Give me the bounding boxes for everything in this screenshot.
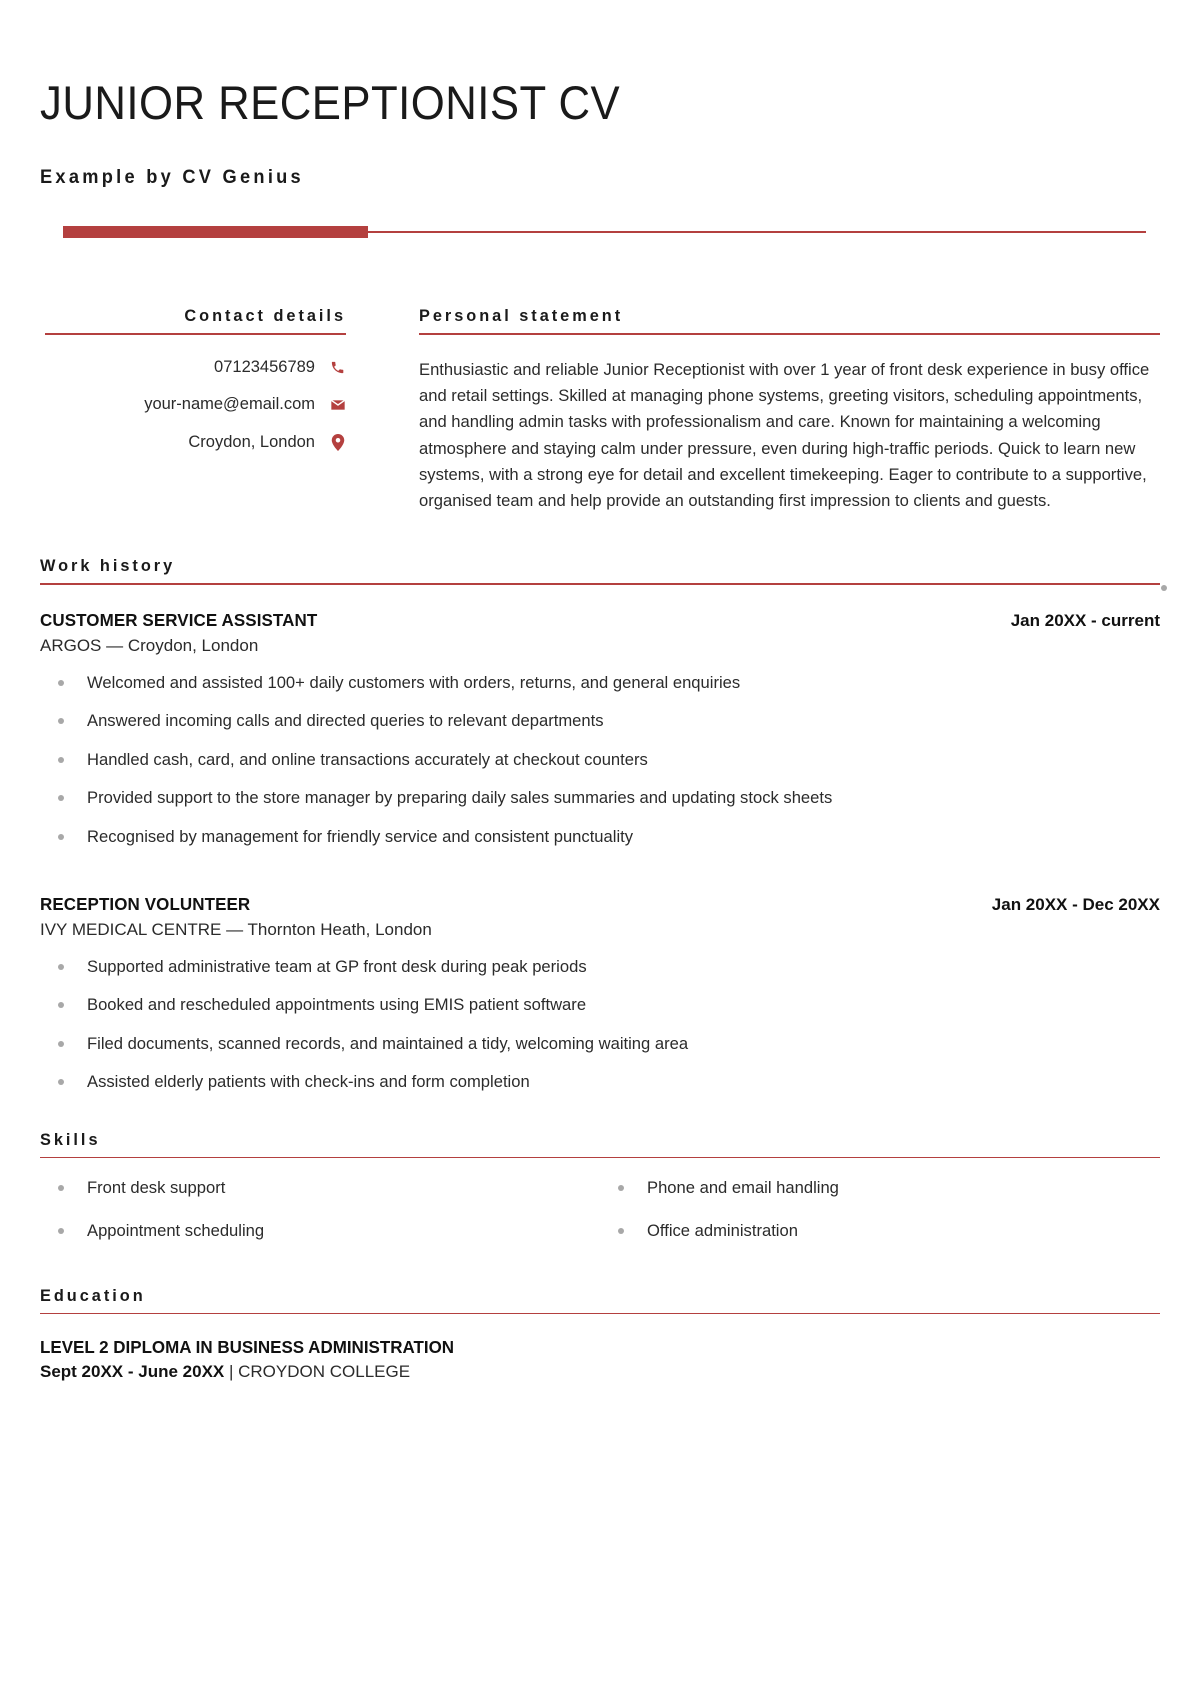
skills-grid: [40, 1177, 1160, 1262]
list-item: Welcomed and assisted 100+ daily customers with orders, returns, and general enquiries: [40, 672, 1160, 694]
job-entry: [40, 610, 1160, 848]
job-header: [40, 894, 1160, 915]
job-bullet-list: [40, 672, 1160, 848]
education-section: [40, 1286, 1160, 1383]
job-header: [40, 610, 1160, 631]
list-item: Office administration: [600, 1220, 1160, 1242]
skills-heading: Skills: [40, 1129, 101, 1149]
job-dates: Jan 20XX - current: [1010, 610, 1160, 630]
job-entry: [40, 894, 1160, 1093]
page-title: JUNIOR RECEPTIONIST CV: [40, 76, 621, 129]
list-item: Provided support to the store manager by preparing daily sales summaries and updating stock sheets: [40, 787, 1160, 809]
contact-email-value: your-name@email.com: [144, 395, 315, 414]
map-pin-icon: [329, 434, 346, 451]
contact-phone-value: 07123456789: [214, 357, 315, 376]
envelope-icon: [329, 397, 346, 414]
contact-row-location: [45, 432, 346, 453]
list-item: Filed documents, scanned records, and maintained a tidy, welcoming waiting area: [40, 1033, 1160, 1055]
skills-section: [40, 1130, 1160, 1263]
contact-location-value: Croydon, London: [188, 432, 315, 451]
job-employer: IVY MEDICAL CENTRE — Thornton Heath, London: [40, 919, 432, 939]
personal-statement-section: [348, 306, 1160, 514]
education-school: CROYDON COLLEGE: [238, 1362, 411, 1382]
list-item: Assisted elderly patients with check-ins and form completion: [40, 1071, 1160, 1093]
work-history-rule: [40, 583, 1160, 585]
job-bullet-list: [40, 956, 1160, 1093]
list-item: Answered incoming calls and directed queries to relevant departments: [40, 710, 1160, 732]
list-item: Supported administrative team at GP front desk during peak periods: [40, 956, 1160, 978]
header-rule-thin: [368, 231, 1146, 233]
list-item: Front desk support: [40, 1177, 600, 1199]
education-dates: Sept 20XX - June 20XX: [40, 1362, 225, 1382]
header-rule-thick: [63, 226, 368, 238]
cv-header: [40, 0, 1160, 238]
decorative-dot: [1161, 585, 1167, 591]
personal-statement-text: Enthusiastic and reliable Junior Receptionist with over 1 year of front desk experience in busy office and retail settings. Skilled at managing phone systems, greeting visitors, scheduling appointments, and handling admin tasks with professionalism and care. Known for maintaining a welcoming atmosphere and staying calm under pressure, even during high-traffic periods. Quick to learn new systems, with a strong eye for detail and excellent timekeeping. Eager to contribute to a supportive, organised team and help provide an outstanding first impression to clients and guests.: [419, 359, 1150, 510]
top-columns: [40, 306, 1160, 514]
job-dates: Jan 20XX - Dec 20XX: [991, 894, 1160, 914]
work-history-heading: Work history: [40, 556, 176, 576]
contact-list: [45, 357, 346, 453]
list-item: Appointment scheduling: [40, 1220, 600, 1242]
page-subtitle: Example by CV Genius: [40, 167, 304, 189]
contact-row-phone: [45, 357, 346, 378]
education-degree: LEVEL 2 DIPLOMA IN BUSINESS ADMINISTRATION: [40, 1337, 455, 1358]
education-separator: |: [224, 1362, 239, 1382]
header-accent-rule: [63, 226, 1160, 238]
job-employer: ARGOS — Croydon, London: [40, 635, 259, 655]
phone-icon: [329, 359, 346, 376]
skills-rule: [40, 1157, 1160, 1159]
contact-row-email: [45, 394, 346, 415]
education-heading: Education: [40, 1285, 146, 1305]
list-item: Phone and email handling: [600, 1177, 1160, 1199]
education-entry: [40, 1337, 1160, 1382]
job-title: RECEPTION VOLUNTEER: [40, 893, 251, 914]
education-rule: [40, 1313, 1160, 1315]
contact-details-section: [45, 306, 348, 514]
list-item: Recognised by management for friendly service and consistent punctuality: [40, 826, 1160, 848]
personal-statement-rule: [419, 333, 1160, 335]
education-meta: [40, 1362, 1160, 1382]
personal-statement-heading: Personal statement: [419, 306, 624, 326]
list-item: Booked and rescheduled appointments using EMIS patient software: [40, 994, 1160, 1016]
contact-details-heading: Contact details: [184, 306, 346, 326]
job-title: CUSTOMER SERVICE ASSISTANT: [40, 609, 318, 630]
contact-details-rule: [45, 333, 346, 335]
list-item: Handled cash, card, and online transactions accurately at checkout counters: [40, 749, 1160, 771]
work-history-section: [40, 556, 1160, 1093]
